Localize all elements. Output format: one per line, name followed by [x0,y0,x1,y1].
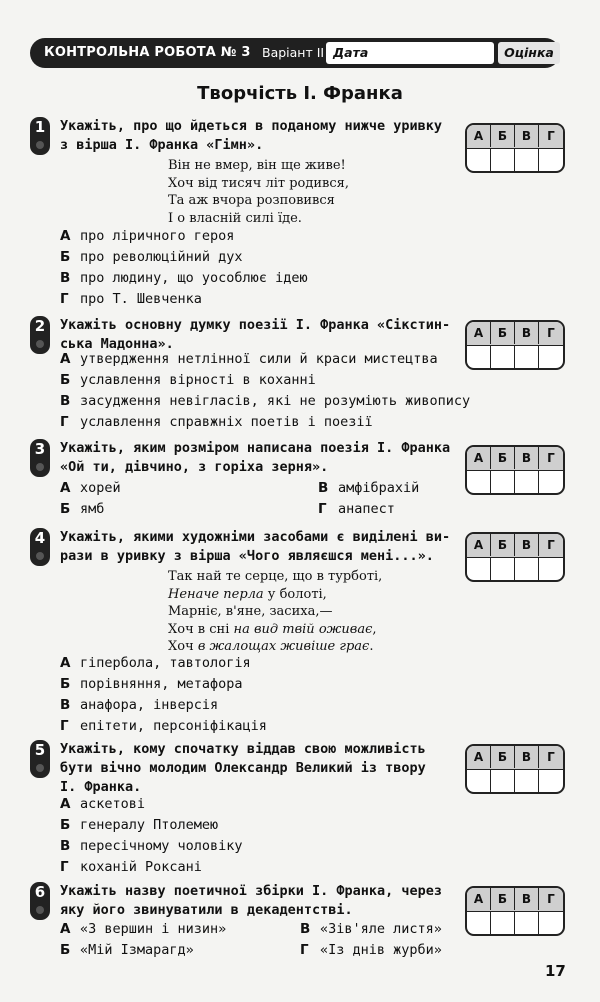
bullet-icon [36,906,44,914]
option-b: Б уславлення вірності в коханні [60,372,316,388]
option-d: Г уславлення справжніх поетів і поезії [60,414,373,430]
poem-excerpt: Він не вмер, він ще живе! Хоч від тисяч літ родився, Та аж вчора розповився І о власній силі їде. [168,158,349,226]
answer-cell-a[interactable] [467,471,491,494]
bullet-icon [36,764,44,772]
answer-cell-c[interactable] [515,471,539,494]
answer-grid: А Б В Г [465,123,565,173]
grade-field[interactable]: Оцінка [498,42,560,64]
question-text: Укажіть основну думку поезії І. Франка «Сікстин- ська Мадонна». [60,317,451,352]
answer-cell-c[interactable] [515,912,539,935]
question-2 [30,316,570,432]
question-text: Укажіть, якими художніми засобами є виділені ви- рази в уривку з вірша «Чого являєшся мені...». [60,529,451,564]
option-c: В амфібрахій [318,480,420,496]
answer-cell-a[interactable] [467,770,491,793]
answer-cell-d[interactable] [539,558,563,581]
question-text: Укажіть, про що йдеться в поданому нижче уривку з вірша І. Франка «Гімн». [60,118,443,153]
option-c: В анафора, інверсія [60,697,219,713]
option-a: А утвердження нетлінної сили й краси мистецтва [60,351,438,367]
option-a: А «З вершин і низин» [60,921,227,937]
poem-excerpt: Так най те серце, що в турботі, Неначе перла у болоті, Марніє, в'яне, засиха,— Хоч в сні на вид твій оживає, Хоч в жалощах живіше грає. [168,569,383,654]
option-a: А про ліричного героя [60,228,235,244]
question-text: Укажіть, кому спочатку віддав свою можливість бути вічно молодим Олександр Великий із твору І. Франка. [60,741,426,795]
question-3 [30,439,570,519]
option-b: Б про революційний дух [60,249,243,265]
answer-grid: А Б В Г [465,445,565,495]
option-c: В пересічному чоловіку [60,838,243,854]
option-c: В про людину, що уособлює ідею [60,270,308,286]
question-text: Укажіть, яким розміром написана поезія І. Франка «Ой ти, дівчино, з горіха зерня». [60,440,451,475]
answer-cell-c[interactable] [515,346,539,369]
bullet-icon [36,552,44,560]
option-c: В «Зів'яле листя» [300,921,442,937]
answer-cell-b[interactable] [491,346,515,369]
option-d: Г «Із днів журби» [300,942,442,958]
answer-cell-d[interactable] [539,346,563,369]
question-4 [30,528,570,733]
option-b: Б порівняння, метафора [60,676,243,692]
answer-cell-a[interactable] [467,558,491,581]
option-d: Г анапест [318,501,395,517]
question-text: Укажіть назву поетичної збірки І. Франка, через яку його звинуватили в декадентстві. [60,883,443,918]
option-d: Г про Т. Шевченка [60,291,202,307]
answer-grid: А Б В Г [465,744,565,794]
option-d: Г епітети, персоніфікація [60,718,267,734]
answer-cell-a[interactable] [467,346,491,369]
header-bar [30,38,560,68]
page-number: 17 [545,962,566,980]
answer-cell-b[interactable] [491,912,515,935]
bullet-icon [36,141,44,149]
question-number-badge: 6 [30,882,50,920]
answer-cell-d[interactable] [539,770,563,793]
option-a: А хорей [60,480,121,496]
bullet-icon [36,463,44,471]
question-number-badge: 5 [30,740,50,778]
answer-grid: А Б В Г [465,532,565,582]
answer-cell-d[interactable] [539,149,563,172]
answer-grid: А Б В Г [465,320,565,370]
answer-cell-d[interactable] [539,912,563,935]
question-number-badge: 3 [30,439,50,477]
answer-cell-b[interactable] [491,558,515,581]
question-number-badge: 4 [30,528,50,566]
question-1 [30,117,570,307]
answer-grid: А Б В Г [465,886,565,936]
answer-cell-b[interactable] [491,471,515,494]
answer-cell-a[interactable] [467,912,491,935]
answer-cell-d[interactable] [539,471,563,494]
variant-label: Варіант ІІ [262,45,325,60]
test-title: КОНТРОЛЬНА РОБОТА № 3 [44,45,251,60]
answer-cell-c[interactable] [515,770,539,793]
option-a: А аскетові [60,796,146,812]
question-number-badge: 2 [30,316,50,354]
option-c: В засудження невігласів, які не розуміють живопису [60,393,471,409]
answer-cell-a[interactable] [467,149,491,172]
option-b: Б ямб [60,501,105,517]
option-b: Б «Мій Ізмарагд» [60,942,194,958]
answer-cell-b[interactable] [491,770,515,793]
date-field[interactable]: Дата [326,42,494,64]
bullet-icon [36,340,44,348]
option-a: А гіпербола, тавтологія [60,655,251,671]
answer-cell-b[interactable] [491,149,515,172]
option-b: Б генералу Птолемею [60,817,219,833]
answer-cell-c[interactable] [515,558,539,581]
question-6 [30,882,570,962]
question-number-badge: 1 [30,117,50,155]
question-5 [30,740,570,875]
option-d: Г коханій Роксані [60,859,202,875]
answer-cell-c[interactable] [515,149,539,172]
page-title: Творчість І. Франка [197,83,403,104]
